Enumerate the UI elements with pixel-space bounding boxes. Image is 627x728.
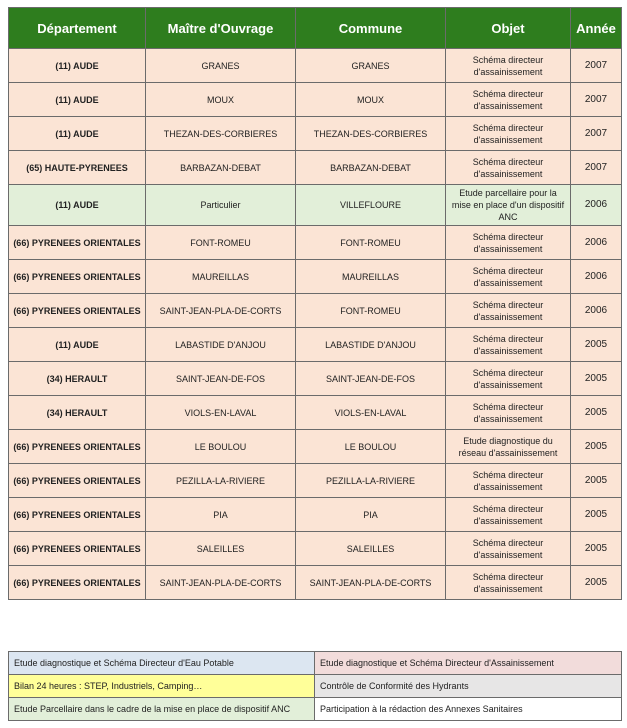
table-row bbox=[9, 464, 622, 498]
cell-maitre-ouvrage: LE BOULOU bbox=[146, 430, 296, 464]
cell-departement: (66) PYRENEES ORIENTALES bbox=[9, 294, 146, 328]
cell-commune: SAINT-JEAN-PLA-DE-CORTS bbox=[296, 566, 446, 600]
cell-departement: (11) AUDE bbox=[9, 185, 146, 226]
cell-objet: Schéma directeur d'assainissement bbox=[446, 532, 571, 566]
cell-maitre-ouvrage: THEZAN-DES-CORBIERES bbox=[146, 117, 296, 151]
cell-commune: LABASTIDE D'ANJOU bbox=[296, 328, 446, 362]
cell-commune: BARBAZAN-DEBAT bbox=[296, 151, 446, 185]
cell-commune: MAUREILLAS bbox=[296, 260, 446, 294]
cell-annee: 2005 bbox=[571, 532, 622, 566]
legend-item: Contrôle de Conformité des Hydrants bbox=[315, 675, 622, 698]
cell-departement: (11) AUDE bbox=[9, 49, 146, 83]
cell-departement: (66) PYRENEES ORIENTALES bbox=[9, 464, 146, 498]
cell-maitre-ouvrage: MOUX bbox=[146, 83, 296, 117]
header-commune: Commune bbox=[296, 8, 446, 49]
cell-annee: 2006 bbox=[571, 260, 622, 294]
cell-annee: 2005 bbox=[571, 362, 622, 396]
cell-objet: Schéma directeur d'assainissement bbox=[446, 151, 571, 185]
cell-annee: 2006 bbox=[571, 185, 622, 226]
cell-objet: Schéma directeur d'assainissement bbox=[446, 362, 571, 396]
cell-annee: 2005 bbox=[571, 498, 622, 532]
legend-row bbox=[9, 675, 622, 698]
cell-objet: Schéma directeur d'assainissement bbox=[446, 498, 571, 532]
cell-maitre-ouvrage: SAINT-JEAN-PLA-DE-CORTS bbox=[146, 566, 296, 600]
cell-objet: Etude diagnostique du réseau d'assainissement bbox=[446, 430, 571, 464]
table-row bbox=[9, 49, 622, 83]
cell-commune: THEZAN-DES-CORBIERES bbox=[296, 117, 446, 151]
cell-departement: (34) HERAULT bbox=[9, 362, 146, 396]
cell-commune: MOUX bbox=[296, 83, 446, 117]
cell-annee: 2005 bbox=[571, 566, 622, 600]
legend-item: Bilan 24 heures : STEP, Industriels, Camping… bbox=[9, 675, 315, 698]
cell-departement: (66) PYRENEES ORIENTALES bbox=[9, 260, 146, 294]
cell-annee: 2007 bbox=[571, 83, 622, 117]
cell-maitre-ouvrage: FONT-ROMEU bbox=[146, 226, 296, 260]
cell-objet: Schéma directeur d'assainissement bbox=[446, 328, 571, 362]
cell-annee: 2005 bbox=[571, 396, 622, 430]
cell-commune: VIOLS-EN-LAVAL bbox=[296, 396, 446, 430]
legend-row bbox=[9, 652, 622, 675]
cell-commune: PEZILLA-LA-RIVIERE bbox=[296, 464, 446, 498]
cell-maitre-ouvrage: SALEILLES bbox=[146, 532, 296, 566]
table-row bbox=[9, 294, 622, 328]
cell-departement: (66) PYRENEES ORIENTALES bbox=[9, 566, 146, 600]
table-row bbox=[9, 151, 622, 185]
legend-item: Etude diagnostique et Schéma Directeur d'Assainissement bbox=[315, 652, 622, 675]
legend-item: Etude Parcellaire dans le cadre de la mise en place de dispositif ANC bbox=[9, 698, 315, 721]
cell-commune: SALEILLES bbox=[296, 532, 446, 566]
cell-objet: Schéma directeur d'assainissement bbox=[446, 396, 571, 430]
cell-objet: Schéma directeur d'assainissement bbox=[446, 464, 571, 498]
cell-annee: 2007 bbox=[571, 49, 622, 83]
cell-departement: (34) HERAULT bbox=[9, 396, 146, 430]
cell-commune: VILLEFLOURE bbox=[296, 185, 446, 226]
header-departement: Département bbox=[9, 8, 146, 49]
legend-item: Etude diagnostique et Schéma Directeur d'Eau Potable bbox=[9, 652, 315, 675]
cell-maitre-ouvrage: SAINT-JEAN-DE-FOS bbox=[146, 362, 296, 396]
table-row bbox=[9, 362, 622, 396]
table-row bbox=[9, 430, 622, 464]
cell-maitre-ouvrage: VIOLS-EN-LAVAL bbox=[146, 396, 296, 430]
cell-annee: 2005 bbox=[571, 430, 622, 464]
cell-maitre-ouvrage: PIA bbox=[146, 498, 296, 532]
legend-table bbox=[8, 651, 622, 721]
table-row bbox=[9, 328, 622, 362]
cell-commune: SAINT-JEAN-DE-FOS bbox=[296, 362, 446, 396]
references-table bbox=[8, 7, 622, 600]
cell-annee: 2007 bbox=[571, 117, 622, 151]
table-row bbox=[9, 396, 622, 430]
cell-maitre-ouvrage: PEZILLA-LA-RIVIERE bbox=[146, 464, 296, 498]
table-row bbox=[9, 117, 622, 151]
cell-maitre-ouvrage: GRANES bbox=[146, 49, 296, 83]
cell-objet: Schéma directeur d'assainissement bbox=[446, 83, 571, 117]
table-body bbox=[9, 49, 622, 600]
cell-annee: 2006 bbox=[571, 294, 622, 328]
cell-objet: Schéma directeur d'assainissement bbox=[446, 226, 571, 260]
cell-departement: (66) PYRENEES ORIENTALES bbox=[9, 226, 146, 260]
cell-departement: (11) AUDE bbox=[9, 117, 146, 151]
table-row bbox=[9, 185, 622, 226]
table-row bbox=[9, 566, 622, 600]
legend-row bbox=[9, 698, 622, 721]
cell-maitre-ouvrage: MAUREILLAS bbox=[146, 260, 296, 294]
table-header-row bbox=[9, 8, 622, 49]
legend-item: Participation à la rédaction des Annexes Sanitaires bbox=[315, 698, 622, 721]
cell-objet: Schéma directeur d'assainissement bbox=[446, 294, 571, 328]
header-objet: Objet bbox=[446, 8, 571, 49]
cell-annee: 2005 bbox=[571, 464, 622, 498]
legend-body bbox=[9, 652, 622, 721]
cell-annee: 2007 bbox=[571, 151, 622, 185]
table-row bbox=[9, 260, 622, 294]
header-annee: Année bbox=[571, 8, 622, 49]
cell-maitre-ouvrage: Particulier bbox=[146, 185, 296, 226]
cell-departement: (66) PYRENEES ORIENTALES bbox=[9, 532, 146, 566]
cell-departement: (11) AUDE bbox=[9, 83, 146, 117]
cell-objet: Etude parcellaire pour la mise en place d'un dispositif ANC bbox=[446, 185, 571, 226]
cell-annee: 2005 bbox=[571, 328, 622, 362]
table-row bbox=[9, 226, 622, 260]
cell-departement: (65) HAUTE-PYRENEES bbox=[9, 151, 146, 185]
table-row bbox=[9, 83, 622, 117]
cell-commune: GRANES bbox=[296, 49, 446, 83]
table-row bbox=[9, 532, 622, 566]
cell-objet: Schéma directeur d'assainissement bbox=[446, 117, 571, 151]
cell-objet: Schéma directeur d'assainissement bbox=[446, 260, 571, 294]
cell-departement: (66) PYRENEES ORIENTALES bbox=[9, 498, 146, 532]
cell-objet: Schéma directeur d'assainissement bbox=[446, 49, 571, 83]
cell-annee: 2006 bbox=[571, 226, 622, 260]
table-row bbox=[9, 498, 622, 532]
cell-commune: FONT-ROMEU bbox=[296, 226, 446, 260]
cell-departement: (66) PYRENEES ORIENTALES bbox=[9, 430, 146, 464]
header-maitre-ouvrage: Maître d'Ouvrage bbox=[146, 8, 296, 49]
cell-maitre-ouvrage: LABASTIDE D'ANJOU bbox=[146, 328, 296, 362]
cell-objet: Schéma directeur d'assainissement bbox=[446, 566, 571, 600]
cell-commune: FONT-ROMEU bbox=[296, 294, 446, 328]
cell-maitre-ouvrage: SAINT-JEAN-PLA-DE-CORTS bbox=[146, 294, 296, 328]
cell-commune: LE BOULOU bbox=[296, 430, 446, 464]
cell-commune: PIA bbox=[296, 498, 446, 532]
cell-maitre-ouvrage: BARBAZAN-DEBAT bbox=[146, 151, 296, 185]
cell-departement: (11) AUDE bbox=[9, 328, 146, 362]
